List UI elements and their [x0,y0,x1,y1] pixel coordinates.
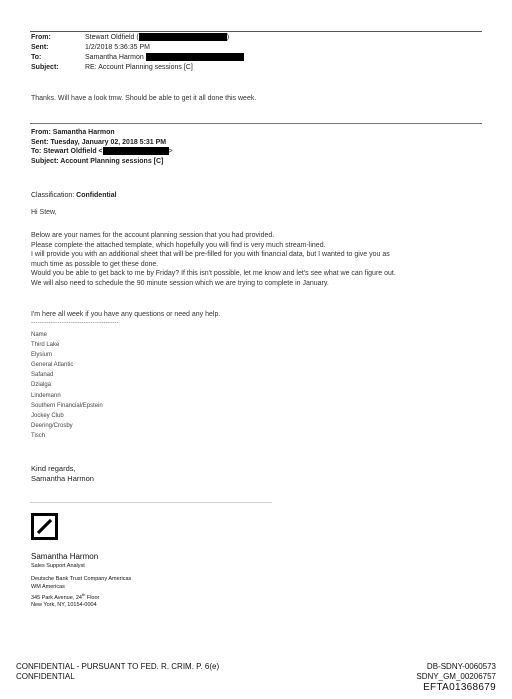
list-item: Dzialga [31,382,52,389]
greeting: Hi Stew, [31,209,57,216]
classification-value: Confidential [76,192,117,199]
list-item: General Atlantic [31,362,74,369]
footer-confidential: CONFIDENTIAL [16,672,75,681]
sent-label: Sent: [31,44,49,51]
from-suffix: ) [226,34,230,41]
redaction-box [146,53,244,61]
quoted-from: From: Samantha Harmon [31,129,115,136]
list-item: Deering/Crosby [31,422,73,429]
body-line: We will also need to schedule the 90 minute session which we are trying to complete in January. [31,279,329,287]
footer-left [16,662,219,682]
address-suffix: Floor [85,594,100,601]
top-rule [30,31,482,32]
from-value [85,33,229,43]
quoted-rule [30,123,482,124]
from-label: From: [31,34,51,41]
body-line: much time as possible to get these done. [31,260,159,268]
sent-value: 1/2/2018 5:36:35 PM [85,44,150,51]
names-list [31,330,103,441]
closing-line: I'm here all week if you have any questions or need any help. [31,311,221,318]
quoted-header [31,128,173,166]
redaction-box [103,147,169,155]
subject-label: Subject: [31,64,59,71]
bates-number-efta: EFTA01368679 [423,682,496,693]
address-prefix: 345 Park Avenue, 24 [31,594,82,601]
quoted-to-prefix: To: Stewart Oldfield < [31,148,103,156]
from-name: Stewart Oldfield ( [85,34,139,41]
list-item: Lindemann [31,392,61,399]
body-line: Would you be able to get back to me by Friday? If this isn't possible, let me know and let's see what we can figure out. [31,270,396,278]
signature-city: New York, NY, 10154-0004 [31,602,97,609]
reply-text: Thanks. Will have a look tmw. Should be able to get it all done this week. [31,95,257,102]
email-header [0,33,512,73]
quoted-subject: Subject: Account Planning sessions [C] [31,157,164,165]
list-item: Elysium [31,352,53,359]
signature-company: Deutsche Bank Trust Company Americas [31,576,132,582]
quoted-to-suffix: > [168,148,173,156]
to-value [85,53,244,63]
body-paragraph [31,231,491,289]
bank-logo-icon [31,513,58,540]
signoff [31,464,94,484]
body-line: Below are your names for the account planning session that you had provided. [31,232,275,239]
to-name: Samantha Harmon [85,54,144,61]
body-line: Please complete the attached template, which hopefully you will find is very much stream-lined. [31,241,326,249]
list-item: Jockey Club [31,412,64,419]
bank-logo [31,513,58,540]
signoff-line: Kind regards, [31,464,76,473]
address-sup: th [81,592,86,597]
list-item: Safanad [31,372,54,379]
list-item: Third Lake [31,342,60,349]
signature-name: Samantha Harmon [31,552,99,561]
signature-rule [30,502,272,503]
list-item: Name [31,332,48,338]
list-item: Tisch [31,432,46,439]
quoted-to [31,147,173,157]
body-line: I will provide you with an additional sheet that will be pre-filled for you with financial data, but I wanted to give you as [31,251,390,259]
bates-number-sdny: SDNY_GM_00206757 [416,672,496,681]
classification-line [31,192,117,199]
footer-confidential-notice: CONFIDENTIAL - PURSUANT TO FED. R. CRIM. P. 6(e) [16,662,220,671]
signature-title: Sales Support Analyst [31,563,85,569]
quoted-sent: Sent: Tuesday, January 02, 2018 5:31 PM [31,138,167,146]
subject-value: RE: Account Planning sessions [C] [85,64,193,71]
bates-number-db: DB-SDNY-0060573 [426,662,496,671]
list-item: Southern Financial/Epstein [31,402,103,409]
signoff-name: Samantha Harmon [31,474,94,483]
dashed-divider: ---------------------------------------- [31,320,119,326]
signature-address [31,591,131,602]
footer-right [416,662,496,693]
signature-division: WM Americas [31,583,65,590]
to-label: To: [31,54,42,61]
classification-label: Classification: [31,192,77,199]
signature-block [31,552,131,610]
redaction-box [139,33,230,41]
